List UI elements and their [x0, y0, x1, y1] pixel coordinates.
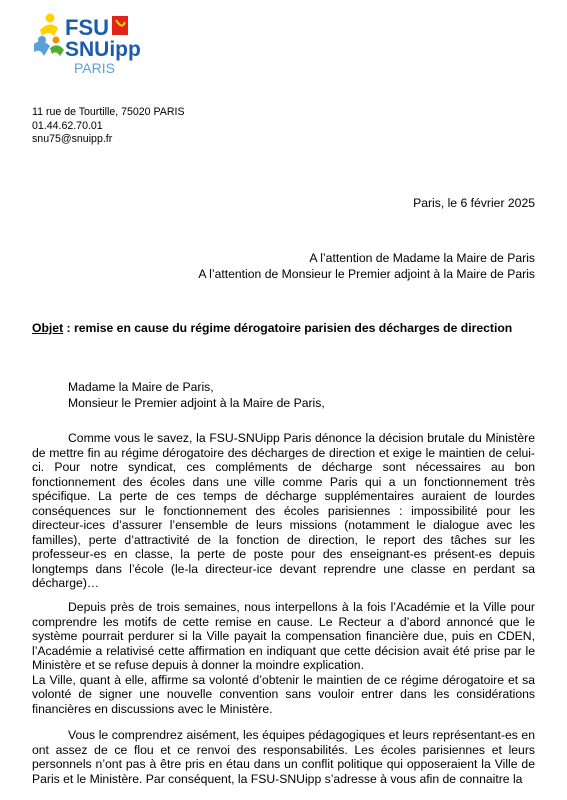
recipient-line: A l’attention de Madame la Maire de Paris	[309, 251, 535, 265]
figure-head-orange	[53, 37, 60, 44]
paragraph-text: Depuis près de trois semaines, nous interpellons à la fois l’Académie et la Ville pour comprendre les motifs de cette remise en cause. Le Recteur a d’abord annoncé que le système pourrait perdurer si la Ville payait la compensation financière due, puis en CDEN, l’Académie a relativisé cette affirmation en indiquant que cette décision avait été prise par le Ministère et se refuse depuis à donner la moindre explication.	[32, 600, 535, 672]
logo-snuipp-text: SNUipp	[65, 38, 141, 61]
paragraph-text: La Ville, quant à elle, affirme sa volonté d’obtenir le maintien de ce régime dérogatoire et sa volonté de signer une nouvelle convention sans vouloir entrer dans les considérations financières en discussions avec le Ministère.	[32, 672, 535, 716]
subject-line	[32, 321, 512, 335]
paragraph-3	[32, 728, 535, 786]
sender-phone: 01.44.62.70.01	[32, 119, 103, 132]
figure-body-yellow	[40, 24, 58, 36]
recipient-line: A l’attention de Monsieur le Premier adjoint à la Maire de Paris	[198, 266, 535, 281]
paragraph-2	[32, 600, 535, 716]
salutation-block	[68, 380, 325, 412]
figure-body-blue	[34, 41, 50, 56]
logo-graphic	[32, 10, 152, 76]
salutation-line: Madame la Maire de Paris,	[68, 380, 214, 394]
paragraph-1	[32, 431, 535, 591]
sender-email: snu75@snuipp.fr	[32, 133, 113, 145]
subject-label: Objet	[32, 321, 64, 335]
subject-text: : remise en cause du régime dérogatoire parisien des décharges de direction	[63, 321, 513, 335]
figure-body-green	[50, 45, 64, 56]
figure-head-yellow	[46, 14, 55, 23]
paragraph-text: Comme vous le savez, la FSU-SNUipp Paris dénonce la décision brutale du Ministère de mettre fin au régime dérogatoire des décharges de direction et exige le maintien de celui-ci. Pour notre syndicat, ces compléments de décharge sont nécessaires au bon fonctionnement des écoles dans une ville comme Paris qui a un fonctionnement très spécifique. La perte de ces temps de décharge supplémentaires auraient de lourdes conséquences sur le fonctionnement des écoles parisiennes : impossibilité pour les directeur-ices d’assurer l’ensemble de leurs missions (notamment le dialogue avec les familles), perte d’attractivité de la fonction de direction, le report des tâches sur les professeur-es en classe, la perte de poste pour des enseignant-es présent-es depuis longtemps dans l’école (le-la directeur-ice devant reprendre une classe en perdant sa décharge)…	[32, 431, 535, 590]
logo-fsu-text: FSU	[65, 15, 109, 40]
sender-block	[32, 106, 185, 147]
sender-address: 11 rue de Tourtille, 75020 PARIS	[32, 106, 185, 118]
letter-date: Paris, le 6 février 2025	[413, 196, 535, 210]
recipients-block	[198, 251, 535, 282]
paragraph-text: Vous le comprendrez aisément, les équipes pédagogiques et leurs représentant-es en ont assez de ce flou et ce renvoi des responsabilités. Les écoles parisiennes et leurs personnels n’ont pas à être pris en étau dans un conflit politique qui opposeraient la Ville de Paris et le Ministère. Par conséquent, la FSU-SNUipp s’adresse à vous afin de connaitre la	[32, 728, 535, 786]
logo-paris-text: PARIS	[74, 60, 115, 76]
fsu-snuipp-logo	[32, 10, 152, 76]
salutation-line: Monsieur le Premier adjoint à la Maire de Paris,	[68, 395, 325, 410]
